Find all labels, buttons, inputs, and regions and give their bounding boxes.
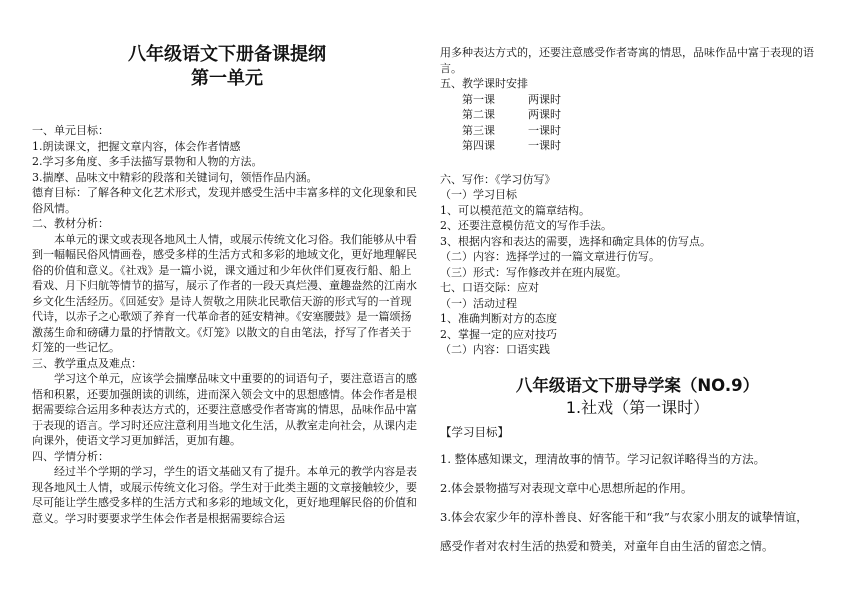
section-heading: 三、教学重点及难点： bbox=[32, 356, 142, 370]
lesson-title: 1.社戏（第一课时） bbox=[565, 397, 710, 417]
goal-item: 3.揣摩、品味文中精彩的段落和关键词句，领悟作品内涵。 bbox=[32, 170, 318, 184]
sub-heading: （三）形式：写作修改并在班内展览。 bbox=[440, 265, 627, 279]
list-item: 1、准确判断对方的态度 bbox=[440, 312, 557, 325]
worksheet-title: 八年级语文下册导学案（NO.9） bbox=[515, 375, 760, 395]
schedule-row: 第三课 一课时 bbox=[462, 123, 561, 137]
schedule-row: 第二课 两课时 bbox=[462, 108, 561, 121]
paragraph: 经过半个学期的学习，学生的语文基础又有了提升。本单元的教学内容是表现各地风土人情，或展示传统文化习俗。学生对于此类主题的文章接触较少，要尽可能让学生感受多样的生活方式和多彩的地域文化，更好地理解民俗的价值和意义。学习时要要求学生体会作者是根据需要综合运 bbox=[32, 465, 417, 525]
section-heading: 六、写作：《学习仿写》 bbox=[440, 172, 556, 186]
schedule-row: 第一课 两课时 bbox=[462, 92, 561, 106]
sub-heading: （一）学习目标 bbox=[440, 188, 517, 201]
sub-heading: （二）内容：选择学过的一篇文章进行仿写。 bbox=[440, 250, 660, 263]
paragraph: 本单元的课文或表现各地风土人情，或展示传统文化习俗。我们能够从中看到一幅幅民俗风情画卷，感受多样的生活方式和多彩的地域文化，更好地理解民俗的价值和意义。《社戏》是一篇小说，课文通过和少年伙伴们夏夜行船、船上看戏、月下归航等情节的描写，展示了作者的一段天真烂漫、童趣盎然的江南水乡文化生活经历。《回延安》是诗人贺敬之用陕北民歌信天游的形式写的一首现代诗，以赤子之心歌颂了养育一代革命者的延安精神。《安塞腰鼓》是一篇颂扬激荡生命和磅礴力量的抒情散文。《灯笼》以散文的自由笔法，抒写了作者关于灯笼的一些记忆。 bbox=[32, 232, 417, 354]
section-heading: 二、教材分析： bbox=[32, 217, 109, 230]
paragraph-continuation: 用多种表达方式的，还要注意感受作者寄寓的情思，品味作品中富于表现的语言。 bbox=[440, 46, 814, 75]
goal-item: 2.学习多角度、多手法描写景物和人物的方法。 bbox=[32, 155, 263, 168]
section-heading: 四、学情分析： bbox=[32, 449, 109, 463]
goal-item: 2.体会景物描写对表现文章中心思想所起的作用。 bbox=[440, 480, 693, 495]
moral-goal: 德育目标：了解各种文化艺术形式，发现并感受生活中丰富多样的文化现象和民俗风情。 bbox=[32, 186, 417, 215]
schedule-row: 第四课 一课时 bbox=[462, 139, 561, 152]
goal-item-continuation: 感受作者对农村生活的热爱和赞美，对童年自由生活的留恋之情。 bbox=[440, 538, 774, 553]
goals-heading: 【学习目标】 bbox=[440, 424, 509, 439]
list-item: 2、还要注意模仿范文的写作手法。 bbox=[440, 219, 612, 232]
paragraph: 学习这个单元，应该学会揣摩品味文中重要的的词语句子，要注意语言的感悟和积累，还要加强朗读的训练，进而深入领会文中的思想感情。体会作者是根据需要综合运用多种表达方式的，还要注意感受作者寄寓的情思，品味作品中富于表现的语言。学习时还应注意利用当地文化生活，从教室走向社会，从课内走向课外，使语文学习更加鲜活，更加有趣。 bbox=[32, 372, 417, 447]
page-title: 八年级语文下册备课提纲 bbox=[128, 44, 326, 65]
left-column bbox=[32, 0, 422, 526]
section-heading: 七、口语交际：应对 bbox=[440, 281, 539, 294]
sub-heading: （一）活动过程 bbox=[440, 296, 517, 310]
section-heading: 一、单元目标： bbox=[32, 124, 109, 137]
right-column bbox=[440, 0, 835, 554]
goal-item: 1. 整体感知课文，理清故事的情节。学习记叙详略得当的方法。 bbox=[440, 451, 766, 466]
list-item: 3、根据内容和表达的需要，选择和确定具体的仿写点。 bbox=[440, 234, 711, 248]
section-heading: 五、教学课时安排 bbox=[440, 77, 528, 90]
goal-item: 3.体会农家少年的淳朴善良、好客能干和“我”与农家小朋友的诚挚情谊， bbox=[440, 509, 808, 524]
unit-title: 第一单元 bbox=[191, 68, 263, 89]
goal-item: 1.朗读课文，把握文章内容，体会作者情感 bbox=[32, 139, 241, 153]
list-item: 2、掌握一定的应对技巧 bbox=[440, 327, 557, 341]
sub-heading: （二）内容：口语实践 bbox=[440, 343, 550, 356]
list-item: 1、可以模范范文的篇章结构。 bbox=[440, 203, 590, 217]
